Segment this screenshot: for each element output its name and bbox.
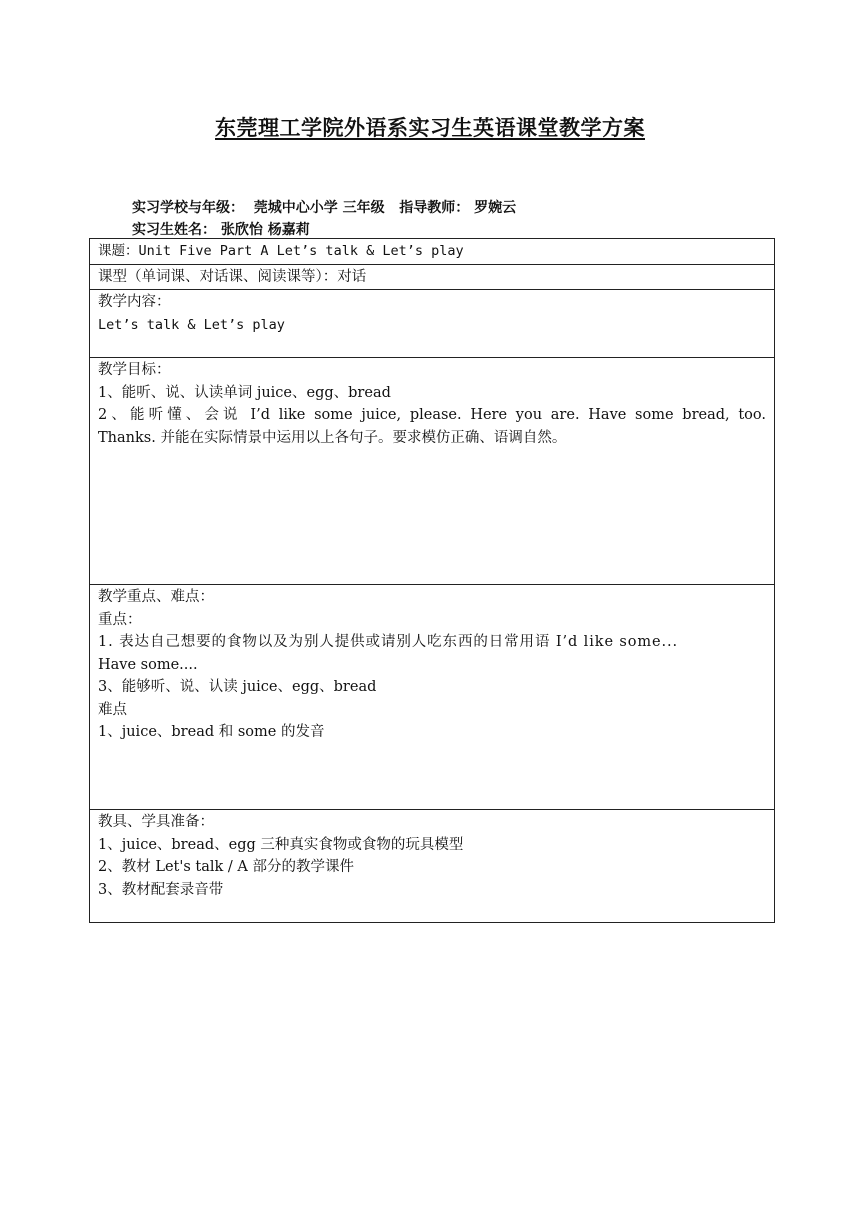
objectives-row [90, 358, 775, 585]
document-title: 东莞理工学院外语系实习生英语课堂教学方案 [215, 116, 645, 140]
difficult-point-1: 1、juice、bread 和 some 的发音 [98, 724, 325, 740]
lesson-type-text: 课型（单词课、对话课、阅读课等）：对话 [98, 268, 367, 285]
objective-item-1: 1、能听、说、认读单词 juice、egg、bread [98, 384, 391, 401]
content-heading: 教学内容： [98, 294, 171, 310]
key-points-row [90, 585, 775, 810]
materials-row [90, 810, 775, 923]
materials-cell [90, 810, 775, 923]
lesson-plan-table [89, 238, 775, 923]
key-points-cell [90, 585, 775, 810]
material-item-1: 1、juice、bread、egg 三种真实食物或食物的玩具模型 [98, 836, 464, 853]
material-item-3: 3、教材配套录音带 [98, 881, 224, 898]
objective-item-2-continued: Thanks. 并能在实际情景中运用以上各句子。要求模仿正确、语调自然。 [98, 429, 567, 446]
material-item-2: 2、教材 Let's talk / A 部分的教学课件 [98, 859, 354, 875]
content-row [90, 290, 775, 358]
topic-text: 课题：Unit Five Part A Let’s talk & Let’s play [98, 243, 464, 259]
key-points-label: 重点： [98, 611, 142, 628]
content-text: Let’s talk & Let’s play [98, 316, 285, 333]
key-point-1: 1. 表达自己想要的食物以及为别人提供或请别人吃东西的日常用语 I’d like some... [98, 634, 679, 650]
difficult-points-label: 难点 [98, 701, 127, 718]
key-point-1-continued: Have some.... [98, 656, 198, 673]
key-points-heading: 教学重点、难点： [98, 589, 214, 605]
objectives-cell [90, 358, 775, 585]
lesson-type-cell [90, 264, 775, 290]
topic-cell [90, 239, 775, 265]
school-and-supervisor-line: 实习学校与年级： 莞城中心小学 三年级 指导教师： 罗婉云 [132, 200, 517, 216]
lesson-type-row [90, 264, 775, 290]
objective-item-2: 2、能听懂、会说 I’d like some juice, please. Here you are. Have some bread, too. [98, 407, 766, 423]
topic-row [90, 239, 775, 265]
objectives-heading: 教学目标： [98, 362, 171, 378]
content-cell [90, 290, 775, 358]
student-names-line: 实习生姓名： 张欣怡 杨嘉莉 [132, 222, 310, 238]
materials-heading: 教具、学具准备： [98, 814, 214, 830]
key-point-3: 3、能够听、说、认读 juice、egg、bread [98, 679, 377, 695]
